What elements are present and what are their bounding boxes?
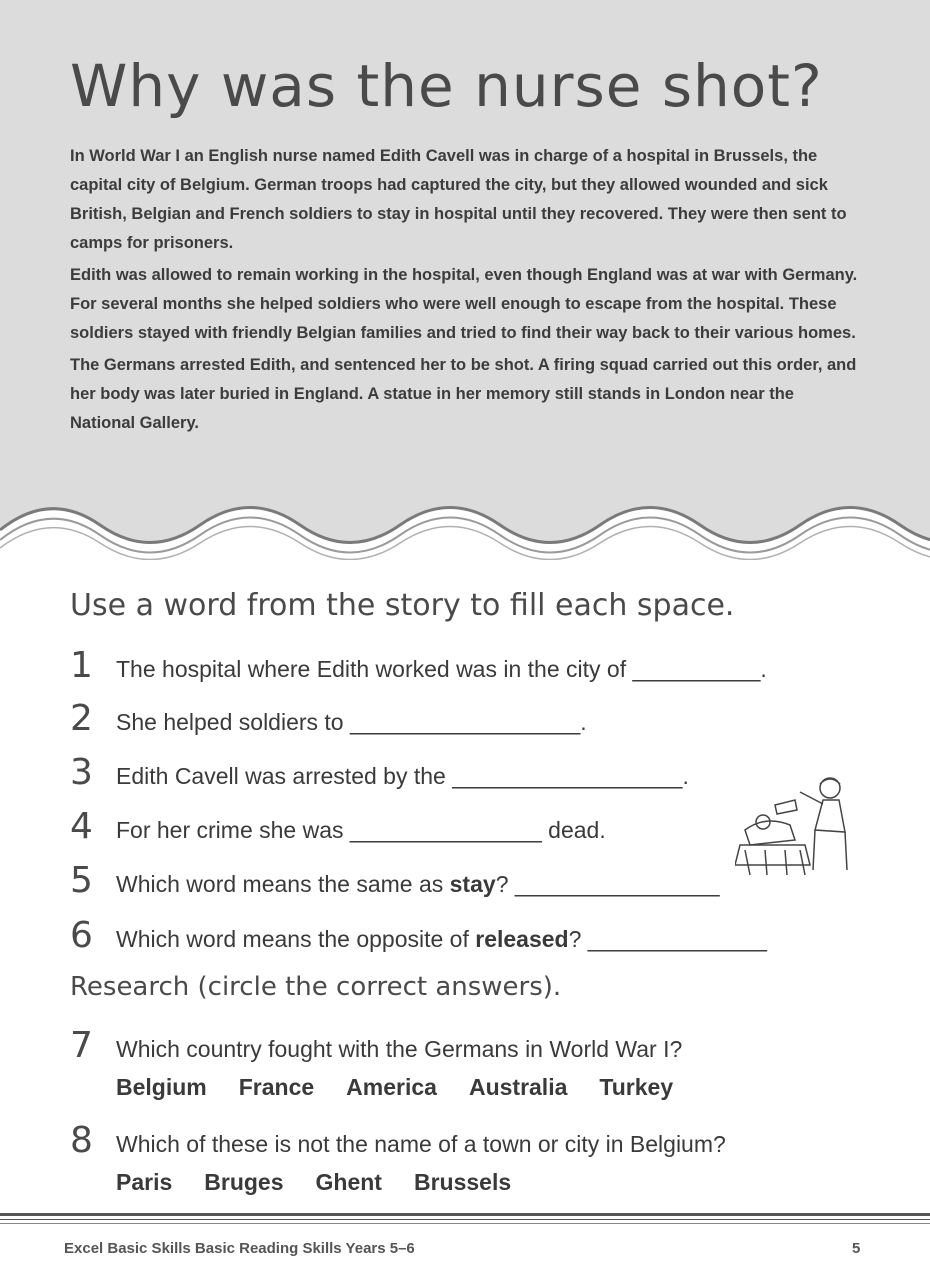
footer-rule: [0, 1213, 930, 1216]
nurse-illustration: [735, 770, 865, 880]
option-america[interactable]: America: [346, 1074, 437, 1100]
option-belgium[interactable]: Belgium: [116, 1074, 207, 1100]
question-number: 7: [70, 1025, 93, 1066]
page-number: 5: [852, 1240, 861, 1257]
answer-blank[interactable]: ______________: [587, 926, 767, 952]
question-1: 1 The hospital where Edith worked was in the city of __________.: [70, 645, 767, 686]
question-number: 4: [70, 806, 93, 847]
instruction-heading: Use a word from the story to fill each space.: [70, 588, 735, 623]
question-number: 5: [70, 860, 93, 901]
footer-rule: [0, 1223, 930, 1224]
question-7-options: [116, 1074, 673, 1101]
passage-paragraph: In World War I an English nurse named Edith Cavell was in charge of a hospital in Brussels, the capital city of Belgium. German troops had captured the city, but they allowed wounded and sick British, Belgian and French soldiers to stay in hospital until they recovered. They were then sent to camps for prisoners.: [70, 147, 847, 252]
option-ghent[interactable]: Ghent: [315, 1169, 382, 1195]
passage-paragraph: The Germans arrested Edith, and sentenced her to be shot. A firing squad carried out this order, and her body was later buried in England. A statue in her memory still stands in London near the National Gallery.: [70, 356, 857, 432]
answer-blank[interactable]: __________________: [350, 709, 581, 735]
option-paris[interactable]: Paris: [116, 1169, 173, 1195]
wave-divider: [0, 470, 930, 560]
page-title: Why was the nurse shot?: [70, 52, 823, 120]
answer-blank[interactable]: __________________: [452, 763, 683, 789]
question-5: 5 Which word means the same as stay? ________________: [70, 860, 720, 901]
question-2: 2 She helped soldiers to __________________.: [70, 698, 587, 739]
question-3: 3 Edith Cavell was arrested by the __________________.: [70, 752, 689, 793]
research-heading: Research (circle the correct answers).: [70, 972, 562, 1002]
keyword: stay: [449, 871, 496, 897]
question-number: 3: [70, 752, 93, 793]
question-7: 7 Which country fought with the Germans in World War I?: [70, 1025, 683, 1066]
answer-blank[interactable]: ________________: [514, 871, 720, 897]
question-number: 6: [70, 915, 93, 956]
answer-blank[interactable]: __________: [632, 656, 761, 682]
option-australia[interactable]: Australia: [468, 1074, 568, 1100]
question-number: 2: [70, 698, 93, 739]
passage-paragraph: Edith was allowed to remain working in the hospital, even though England was at war with Germany. For several months she helped soldiers who were well enough to escape from the hospital. These soldiers stayed with friendly Belgian families and tried to find their way back to their various homes.: [70, 266, 858, 342]
option-turkey[interactable]: Turkey: [599, 1074, 674, 1100]
footer-rule: [0, 1219, 930, 1220]
question-8-options: [116, 1169, 511, 1196]
option-brussels[interactable]: Brussels: [413, 1169, 512, 1195]
question-8: 8 Which of these is not the name of a town or city in Belgium?: [70, 1120, 726, 1161]
answer-blank[interactable]: _______________: [349, 817, 542, 843]
question-6: 6 Which word means the opposite of released? ______________: [70, 915, 767, 956]
question-4: 4 For her crime she was _______________ dead.: [70, 806, 606, 847]
keyword: released: [475, 926, 569, 952]
footer-book-title: Excel Basic Skills Basic Reading Skills Years 5–6: [64, 1240, 415, 1257]
option-bruges[interactable]: Bruges: [204, 1169, 284, 1195]
story-passage: [70, 142, 860, 441]
option-france[interactable]: France: [238, 1074, 315, 1100]
question-number: 8: [70, 1120, 93, 1161]
story-panel: [0, 0, 930, 560]
question-number: 1: [70, 645, 93, 686]
